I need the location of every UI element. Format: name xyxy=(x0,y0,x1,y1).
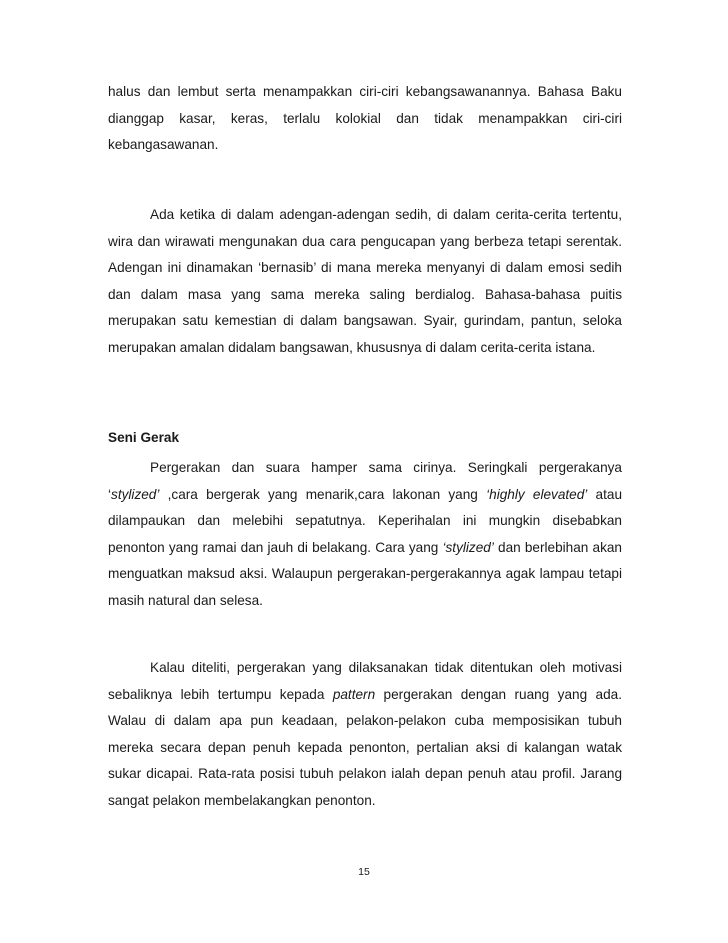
paragraph-3-italic-1: stylized’ xyxy=(111,486,160,502)
paragraph-4-text-2: pergerakan dengan ruang yang ada. Walau di dalam apa pun keadaan, pelakon-pelakon cuba memposisikan tubuh mereka secara depan penuh kepada penonton, pertalian aksi di kalangan watak sukar dicapai. Rata-rata posisi tubuh pelakon ialah depan penuh atau profil. Jarang sangat pelakon membelakangkan penonton. xyxy=(108,686,622,808)
paragraph-4-italic-1: pattern xyxy=(332,686,376,702)
paragraph-3-text-1: Pergerakan dan suara hamper sama cirinya. Seringkali pergerakanya ‘ xyxy=(108,460,622,502)
paragraph-2: Ada ketika di dalam adengan-adengan sedih, di dalam cerita-cerita tertentu, wira dan wirawati mengunakan dua cara pengucapan yang berbeza tetapi serentak. Adengan ini dinamakan ‘bernasib’ di mana mereka menyanyi di dalam emosi sedih dan dalam masa yang sama mereka saling berdialog. Bahasa-bahasa puitis merupakan satu kemestian di dalam bangsawan. Syair, gurindam, pantun, seloka merupakan amalan didalam bangsawan, khususnya di dalam cerita-cerita istana. xyxy=(108,207,622,355)
paragraph-3-italic-2: ‘highly elevated’ xyxy=(486,486,588,502)
paragraph-4 xyxy=(108,655,622,815)
section-heading: Seni Gerak xyxy=(108,430,180,445)
paragraph-3-text-3: atau dilampaukan dan melebihi sepatutnya. Keperihalan ini mungkin disebabkan penonton yang ramai dan jauh di belakang. Cara yang xyxy=(108,486,623,555)
paragraph-1: halus dan lembut serta menampakkan ciri-ciri kebangsawanannya. Bahasa Baku dianggap kasar, keras, terlalu kolokial dan tidak menampakkan ciri-ciri kebangasawanan. xyxy=(108,84,622,153)
paragraph-3-text-4: dan berlebihan akan menguatkan maksud aksi. Walaupun pergerakan-pergerakannya agak lampau tetapi masih natural dan selesa. xyxy=(108,539,622,608)
paragraph-4-text-1: Kalau diteliti, pergerakan yang dilaksanakan tidak ditentukan oleh motivasi sebaliknya lebih tertumpu kepada xyxy=(108,660,622,702)
paragraph-3-italic-3: ‘stylized’ xyxy=(442,539,494,555)
page-number: 15 xyxy=(358,866,370,878)
paragraph-3-text-2: ,cara bergerak yang menarik,cara lakonan yang xyxy=(159,486,487,502)
paragraph-3 xyxy=(108,455,622,615)
